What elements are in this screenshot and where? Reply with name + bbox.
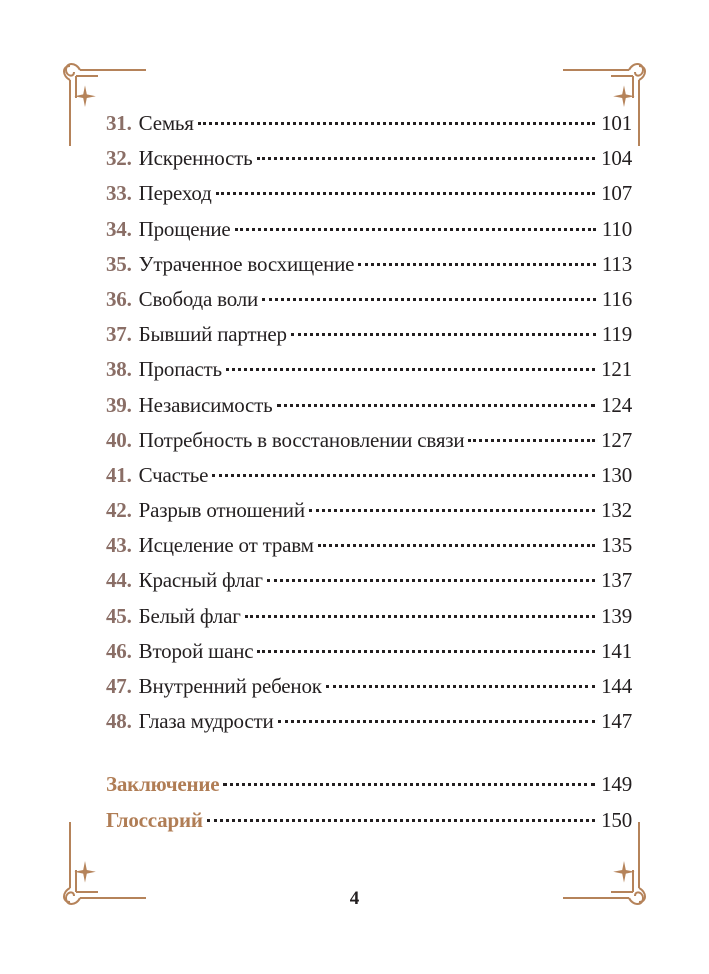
toc-back-matter-title: Глоссарий — [106, 807, 203, 832]
toc-entry-page: 144 — [601, 674, 632, 698]
toc-leader-dots — [267, 579, 595, 582]
toc-entry-title: Искренность — [138, 146, 253, 171]
toc-leader-dots — [235, 228, 596, 231]
toc-leader-dots — [358, 263, 596, 266]
toc-entry-page: 139 — [601, 603, 632, 628]
toc-entry[interactable] — [106, 322, 632, 357]
toc-entry[interactable] — [106, 463, 632, 498]
toc-leader-dots — [226, 368, 595, 371]
toc-entry[interactable] — [106, 568, 632, 603]
toc-leader-dots — [468, 439, 595, 442]
toc-back-matter-entry[interactable] — [106, 808, 632, 843]
toc-entry-title: Свобода воли — [138, 286, 259, 311]
toc-entry[interactable] — [106, 181, 632, 216]
toc-entry-title: Белый флаг — [138, 603, 241, 628]
toc-leader-dots — [257, 157, 596, 160]
toc-entry-title: Утраченное восхищение — [138, 251, 355, 276]
toc-leader-dots — [223, 783, 595, 786]
toc-entry-page: 104 — [601, 146, 632, 171]
toc-entry-title: Второй шанс — [138, 638, 254, 663]
toc-entry-title: Семья — [138, 111, 194, 135]
toc-entry[interactable] — [106, 252, 632, 287]
toc-entry-number: 38. — [106, 357, 132, 382]
toc-entry-title: Счастье — [138, 462, 209, 487]
toc-entry-number: 40. — [106, 427, 132, 452]
toc-leader-dots — [326, 685, 595, 688]
toc-leader-dots — [207, 819, 595, 822]
toc-entry-page: 149 — [601, 772, 632, 797]
toc-entry-number: 42. — [106, 498, 132, 523]
toc-entry-number: 39. — [106, 392, 132, 417]
toc-entry-number: 36. — [106, 286, 132, 311]
toc-leader-dots — [257, 650, 595, 653]
toc-leader-dots — [198, 122, 595, 125]
sparkle-icon — [613, 85, 635, 107]
toc-entry[interactable] — [106, 428, 632, 463]
toc-leader-dots — [291, 333, 596, 336]
toc-entry-page: 124 — [601, 392, 632, 417]
section-spacer — [106, 744, 632, 772]
toc-leader-dots — [262, 298, 596, 301]
toc-entry-title: Исцеление от травм — [138, 533, 314, 558]
toc-entry[interactable] — [106, 498, 632, 533]
sparkle-icon — [74, 861, 96, 883]
toc-entry-page: 107 — [601, 181, 632, 206]
toc-entry[interactable] — [106, 709, 632, 744]
toc-entry-number: 35. — [106, 251, 132, 276]
toc-entry-number: 48. — [106, 709, 132, 734]
toc-entry-title: Прощение — [138, 216, 231, 241]
toc-entry-number: 43. — [106, 533, 132, 558]
toc-entry-page: 130 — [601, 462, 632, 487]
toc-leader-dots — [278, 720, 596, 723]
toc-entry-number: 32. — [106, 146, 132, 171]
toc-entry-page: 150 — [601, 807, 632, 832]
toc-entry-title: Потребность в восстановлении связи — [138, 427, 465, 452]
toc-entry[interactable] — [106, 146, 632, 181]
toc-leader-dots — [277, 404, 596, 407]
toc-entry[interactable] — [106, 604, 632, 639]
toc-entry-title: Пропасть — [138, 357, 222, 382]
toc-entry-page: 116 — [601, 286, 632, 311]
toc-entry[interactable] — [106, 639, 632, 674]
toc-entry-number: 44. — [106, 568, 132, 593]
toc-entry-page: 137 — [601, 568, 632, 593]
toc-entry-page: 119 — [601, 322, 632, 347]
sparkle-icon — [613, 861, 635, 883]
toc-leader-dots — [216, 192, 596, 195]
toc-entry-title: Бывший партнер — [138, 322, 287, 347]
sparkle-icon — [74, 85, 96, 107]
toc-entry[interactable] — [106, 287, 632, 322]
toc-leader-dots — [309, 509, 595, 512]
table-of-contents — [106, 111, 632, 843]
toc-entry-number: 41. — [106, 462, 132, 487]
toc-leader-dots — [245, 615, 595, 618]
page-number: 4 — [349, 888, 360, 909]
toc-leader-dots — [318, 544, 595, 547]
toc-leader-dots — [212, 474, 595, 477]
toc-entry[interactable] — [106, 217, 632, 252]
toc-back-matter-entry[interactable] — [106, 772, 632, 807]
toc-entry-title: Глаза мудрости — [138, 709, 274, 734]
toc-entry-page: 127 — [601, 427, 632, 452]
toc-entry-page: 113 — [601, 251, 632, 276]
toc-entry-page: 132 — [601, 498, 632, 523]
toc-entry-page: 110 — [601, 216, 632, 241]
toc-entry-page: 141 — [601, 638, 632, 663]
toc-back-matter-title: Заключение — [106, 772, 220, 797]
toc-entry-title: Разрыв отношений — [138, 498, 305, 523]
toc-entry-page: 121 — [601, 357, 632, 382]
toc-entry-number: 33. — [106, 181, 132, 206]
toc-entry[interactable] — [106, 393, 632, 428]
toc-entry-number: 34. — [106, 216, 132, 241]
toc-entry-title: Независимость — [138, 392, 273, 417]
toc-entry-page: 135 — [601, 533, 632, 558]
toc-entry[interactable] — [106, 111, 632, 146]
toc-entry-number: 37. — [106, 322, 132, 347]
toc-entry-number: 46. — [106, 638, 132, 663]
toc-entry-page: 147 — [601, 709, 632, 734]
toc-entry-title: Красный флаг — [138, 568, 263, 593]
toc-entry-title: Внутренний ребенок — [138, 674, 322, 698]
toc-entry-title: Переход — [138, 181, 212, 206]
toc-entry[interactable] — [106, 533, 632, 568]
toc-entry[interactable] — [106, 674, 632, 709]
toc-entry-number: 45. — [106, 603, 132, 628]
toc-entry-number: 31. — [106, 111, 132, 135]
toc-entry-number: 47. — [106, 674, 132, 698]
toc-entry-page: 101 — [601, 111, 632, 135]
toc-entry[interactable] — [106, 357, 632, 392]
